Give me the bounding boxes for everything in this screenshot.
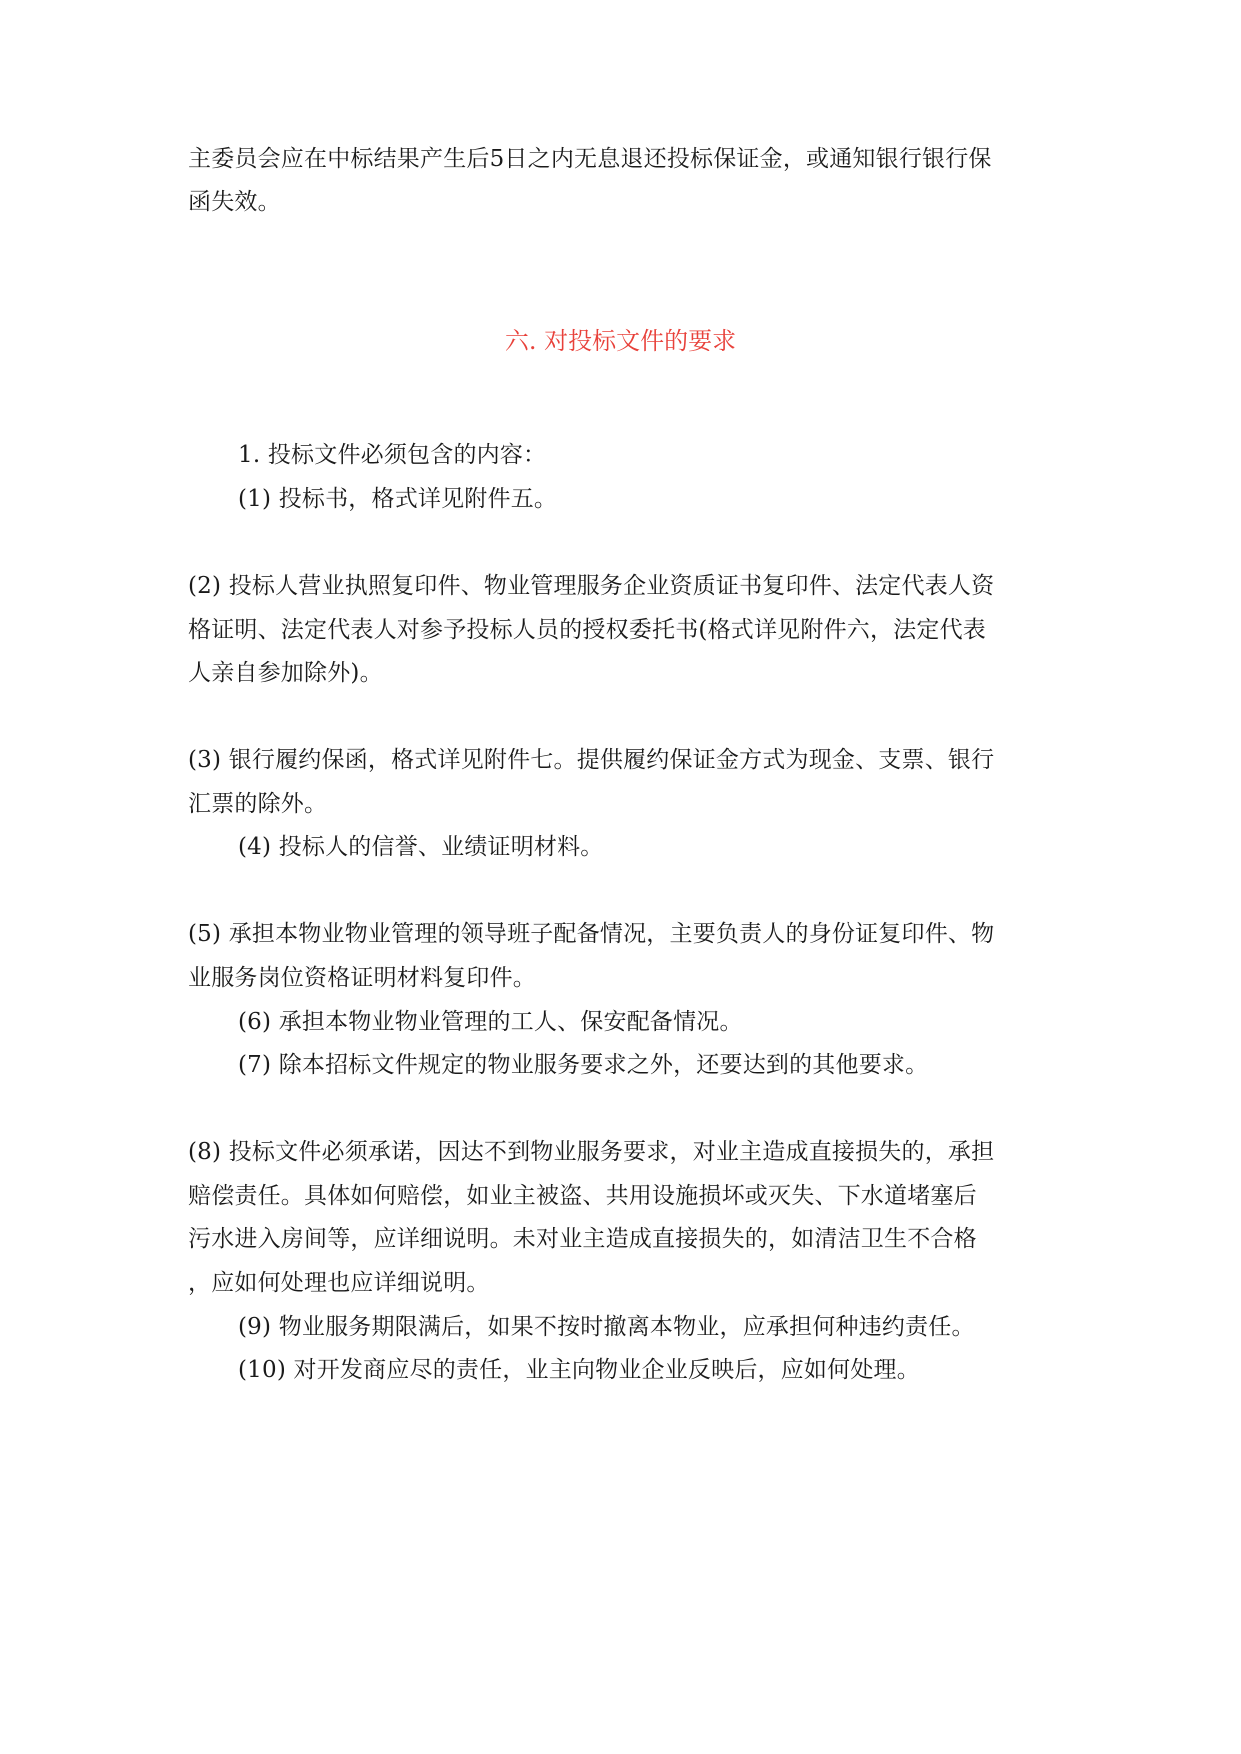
list-item-5-line-2: 业服务岗位资格证明材料复印件。 [188,965,536,991]
list-item-8-line-1: (8) 投标文件必须承诺，因达不到物业服务要求，对业主造成直接损失的，承担 [188,1139,995,1165]
list-item-2-line-3: 人亲自参加除外)。 [188,660,383,686]
paragraph-line: 主委员会应在中标结果产生后5日之内无息退还投标保证金，或通知银行银行保 [188,146,992,172]
list-item-2-line-1: (2) 投标人营业执照复印件、物业管理服务企业资质证书复印件、法定代表人资 [188,573,995,599]
list-item-8-line-2: 赔偿责任。具体如何赔偿，如业主被盗、共用设施损坏或灭失、下水道堵塞后 [188,1183,977,1209]
list-item-6: (6) 承担本物业物业管理的工人、保安配备情况。 [238,1009,743,1035]
list-item-4: (4) 投标人的信誉、业绩证明材料。 [238,834,604,860]
section-heading: 六. 对投标文件的要求 [504,327,737,355]
list-item-3-line-1: (3) 银行履约保函，格式详见附件七。提供履约保证金方式为现金、支票、银行 [188,747,995,773]
list-item-5-line-1: (5) 承担本物业物业管理的领导班子配备情况，主要负责人的身份证复印件、物 [188,921,995,947]
list-item-7: (7) 除本招标文件规定的物业服务要求之外，还要达到的其他要求。 [238,1052,929,1078]
paragraph-line: 函失效。 [188,189,281,215]
list-item-1: (1) 投标书，格式详见附件五。 [238,486,558,512]
list-item-2-line-2: 格证明、法定代表人对参予投标人员的授权委托书(格式详见附件六，法定代表 [188,617,986,643]
list-item-8-line-4: ，应如何处理也应详细说明。 [188,1270,490,1296]
list-item-3-line-2: 汇票的除外。 [188,791,328,817]
list-item-9: (9) 物业服务期限满后，如果不按时撤离本物业，应承担何种违约责任。 [238,1314,975,1340]
list-item-10: (10) 对开发商应尽的责任，业主向物业企业反映后，应如何处理。 [238,1357,920,1383]
list-intro: 1. 投标文件必须包含的内容： [238,442,547,468]
list-item-8-line-3: 污水进入房间等，应详细说明。未对业主造成直接损失的，如清洁卫生不合格 [188,1226,977,1252]
